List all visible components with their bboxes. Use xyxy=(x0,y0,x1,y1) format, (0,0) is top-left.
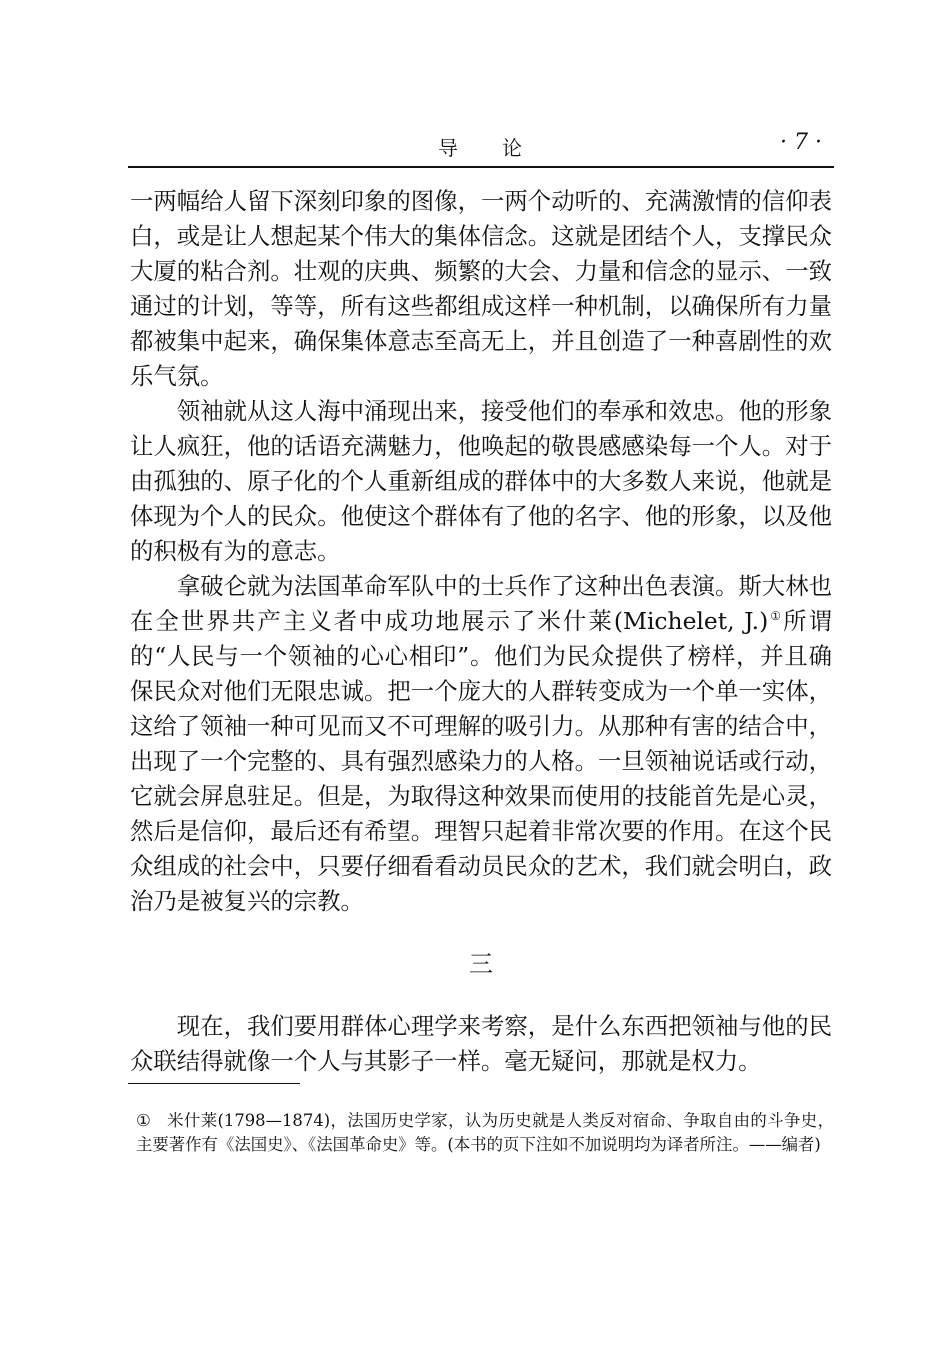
chapter-title-char-1: 导 xyxy=(438,136,460,160)
footnote xyxy=(136,1109,834,1157)
paragraph-3 xyxy=(130,569,832,919)
footnote-text: 米什莱(1798—1874)，法国历史学家，认为历史就是人类反对宿命、争取自由的斗争史，主要著作有《法国史》、《法国革命史》等。(本书的页下注如不加说明均为译者所注。——编者) xyxy=(136,1111,834,1154)
paragraph-3-part-1: 拿破仑就为法国革命军队中的士兵作了这种出色表演。斯大林也在全世界共产主义者中成功地展示了米什莱(Michelet, J.) xyxy=(130,572,832,635)
chapter-title xyxy=(438,132,524,161)
chapter-title-char-2: 论 xyxy=(502,136,524,160)
section-paragraph: 现在，我们要用群体心理学来考察，是什么东西把领袖与他的民众联结得就像一个人与其影子一样。毫无疑问，那就是权力。 xyxy=(130,1012,832,1075)
paragraph-3-part-2: 所谓的“人民与一个领袖的心心相印”。他们为民众提供了榜样，并且确保民众对他们无限忠诚。把一个庞大的人群转变成为一个单一实体，这给了领袖一种可见而又不可理解的吸引力。从那种有害的结合中，出现了一个完整的、具有强烈感染力的人格。一旦领袖说话或行动，它就会屏息驻足。但是，为取得这种效果而使用的技能首先是心灵，然后是信仰，最后还有希望。理智只起着非常次要的作用。在这个民众组成的社会中，只要仔细看看动员民众的艺术，我们就会明白，政治乃是被复兴的宗教。 xyxy=(130,607,833,915)
section-heading: 三 xyxy=(469,950,493,978)
paragraph-2: 领袖就从这人海中涌现出来，接受他们的奉承和效忠。他的形象让人疯狂，他的话语充满魅力，他唤起的敬畏感感染每一个人。对于由孤独的、原子化的个人重新组成的群体中的大多数人来说，他就是体现为个人的民众。他使这个群体有了他的名字、他的形象，以及他的积极有为的意志。 xyxy=(130,397,832,565)
header-rule xyxy=(128,166,834,168)
page-number: · 7 · xyxy=(780,130,822,155)
running-header xyxy=(128,128,834,162)
footnote-reference[interactable]: ① xyxy=(768,609,784,624)
paragraph-1: 一两幅给人留下深刻印象的图像，一两个动听的、充满激情的信仰表白，或是让人想起某个伟大的集体信念。这就是团结个人，支撑民众大厦的粘合剂。壮观的庆典、频繁的大会、力量和信念的显示、一致通过的计划，等等，所有这些都组成这样一种机制，以确保所有力量都被集中起来，确保集体意志至高无上，并且创造了一种喜剧性的欢乐气氛。 xyxy=(130,187,832,390)
body-text xyxy=(130,184,832,1079)
footnote-rule xyxy=(128,1083,300,1084)
footnote-marker: ① xyxy=(136,1111,152,1130)
